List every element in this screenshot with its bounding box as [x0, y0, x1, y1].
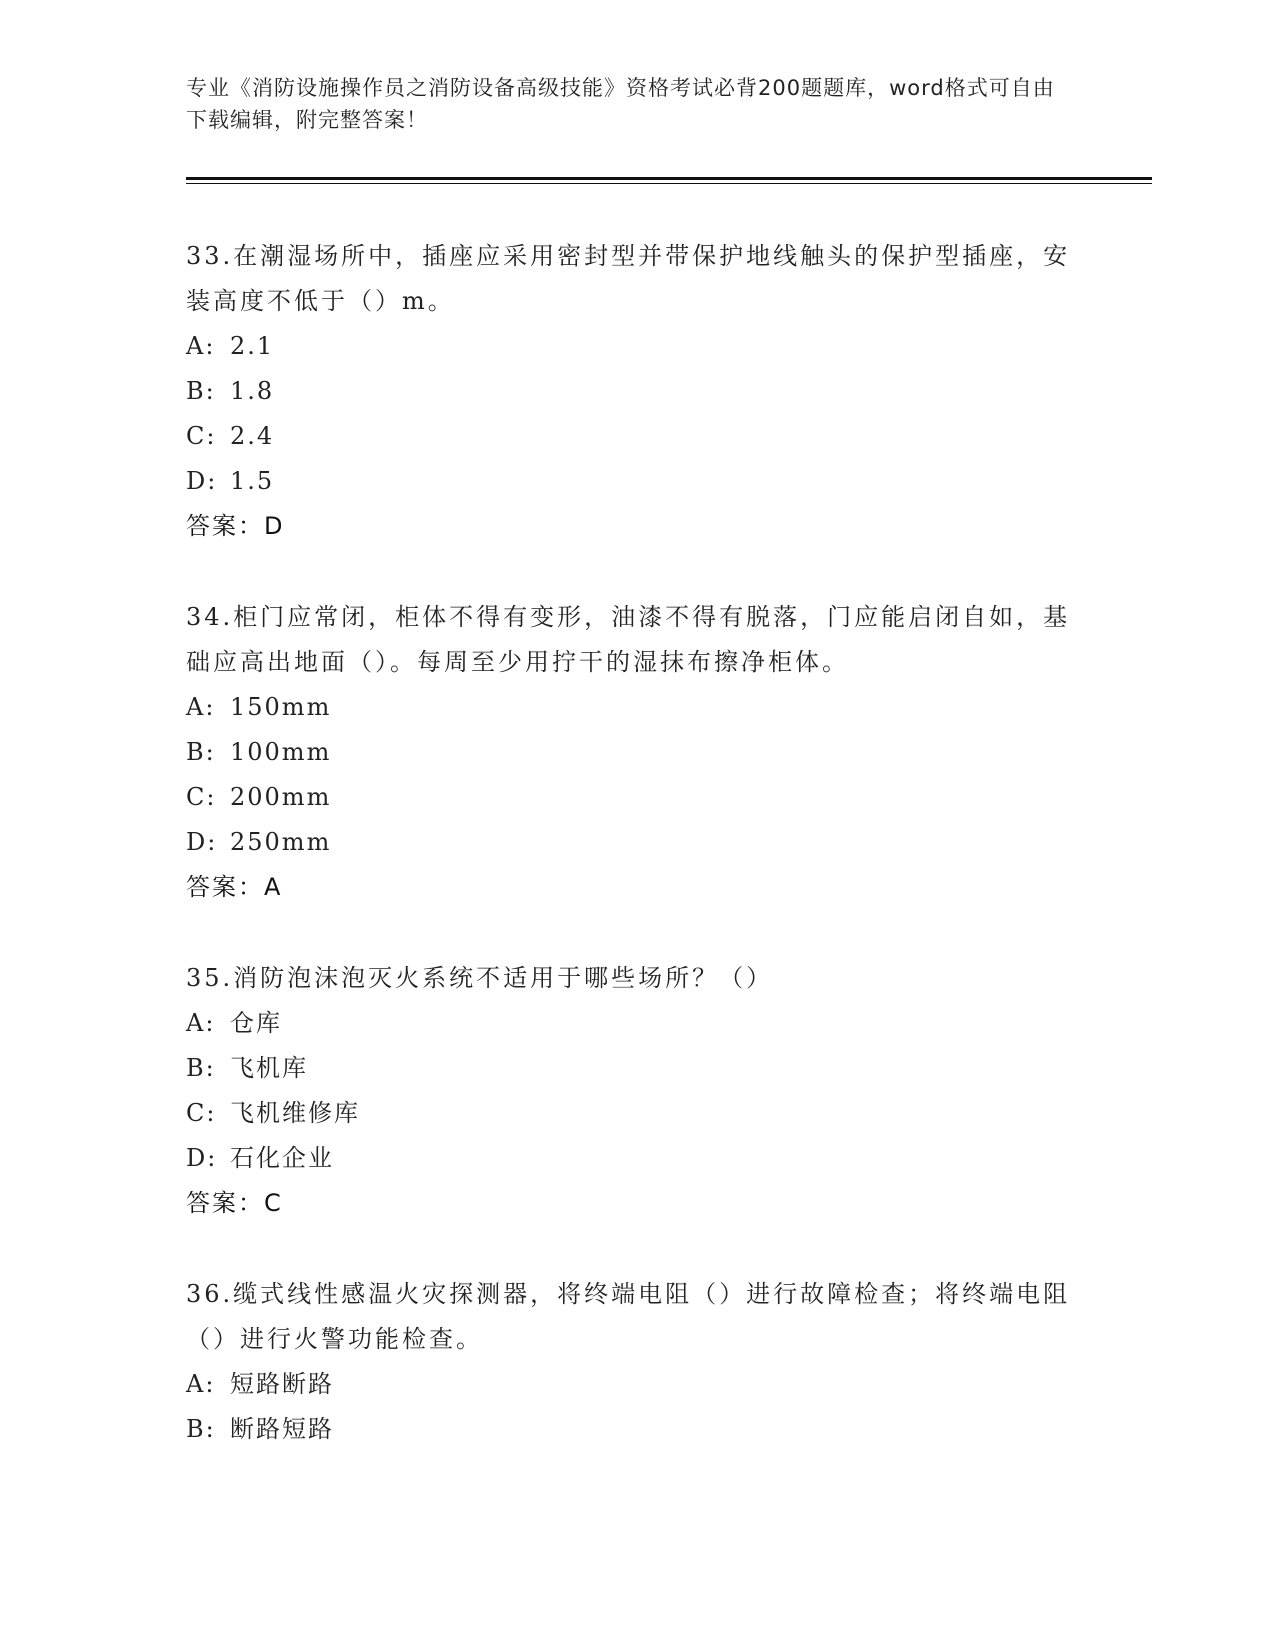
option-a — [186, 324, 1086, 369]
option-text: 1.8 — [230, 377, 275, 405]
option-letter: B: — [186, 738, 216, 766]
question-list — [186, 234, 1086, 1498]
option-letter: B: — [186, 1415, 216, 1443]
option-text: 短路断路 — [230, 1370, 334, 1398]
option-letter: B: — [186, 377, 216, 405]
option-a — [186, 685, 1086, 730]
option-a — [186, 1001, 1086, 1046]
option-letter: C: — [186, 783, 217, 811]
answer-value: A — [264, 873, 283, 901]
option-d — [186, 1136, 1086, 1181]
option-text: 200mm — [230, 783, 332, 811]
option-letter: A: — [186, 693, 216, 721]
header-divider-thick — [186, 177, 1152, 180]
option-letter: C: — [186, 1099, 217, 1127]
answer-label: 答案： — [186, 512, 264, 540]
option-b — [186, 369, 1086, 414]
option-d — [186, 820, 1086, 865]
option-text: 飞机库 — [230, 1054, 308, 1082]
option-letter: B: — [186, 1054, 216, 1082]
option-letter: A: — [186, 332, 216, 360]
answer-line — [186, 1181, 1086, 1226]
header-divider-thin — [186, 183, 1152, 184]
option-b — [186, 1046, 1086, 1091]
question-35 — [186, 956, 1086, 1226]
option-text: 2.4 — [230, 422, 275, 450]
answer-value: C — [264, 1189, 283, 1217]
option-letter: D: — [186, 1144, 218, 1172]
option-a — [186, 1362, 1086, 1407]
answer-line — [186, 865, 1086, 910]
answer-label: 答案： — [186, 1189, 264, 1217]
document-header: 专业《消防设施操作员之消防设备高级技能》资格考试必背200题题库，word格式可自由下载编辑，附完整答案！ — [186, 76, 1055, 132]
question-text: 36.缆式线性感温火灾探测器，将终端电阻（）进行故障检查；将终端电阻（）进行火警功能检查。 — [186, 1280, 1071, 1353]
option-c — [186, 414, 1086, 459]
question-36 — [186, 1272, 1086, 1452]
option-c — [186, 775, 1086, 820]
option-text: 150mm — [230, 693, 332, 721]
answer-value: D — [264, 512, 285, 540]
option-text: 飞机维修库 — [230, 1099, 360, 1127]
question-text: 35.消防泡沫泡灭火系统不适用于哪些场所？（） — [186, 964, 774, 992]
option-b — [186, 730, 1086, 775]
option-text: 石化企业 — [230, 1144, 334, 1172]
question-text: 34.柜门应常闭，柜体不得有变形，油漆不得有脱落，门应能启闭自如，基础应高出地面（）。每周至少用拧干的湿抹布擦净柜体。 — [186, 603, 1071, 676]
answer-label: 答案： — [186, 873, 264, 901]
option-letter: D: — [186, 467, 218, 495]
option-letter: C: — [186, 422, 217, 450]
option-text: 2.1 — [230, 332, 275, 360]
question-34 — [186, 595, 1086, 910]
option-letter: A: — [186, 1009, 216, 1037]
question-text: 33.在潮湿场所中，插座应采用密封型并带保护地线触头的保护型插座，安装高度不低于（）m。 — [186, 242, 1071, 315]
option-c — [186, 1091, 1086, 1136]
answer-line — [186, 504, 1086, 549]
option-letter: A: — [186, 1370, 216, 1398]
question-33 — [186, 234, 1086, 549]
option-text: 250mm — [230, 828, 332, 856]
option-text: 100mm — [230, 738, 332, 766]
option-text: 1.5 — [230, 467, 275, 495]
option-b — [186, 1407, 1086, 1452]
option-letter: D: — [186, 828, 218, 856]
option-d — [186, 459, 1086, 504]
option-text: 断路短路 — [230, 1415, 334, 1443]
option-text: 仓库 — [230, 1009, 282, 1037]
